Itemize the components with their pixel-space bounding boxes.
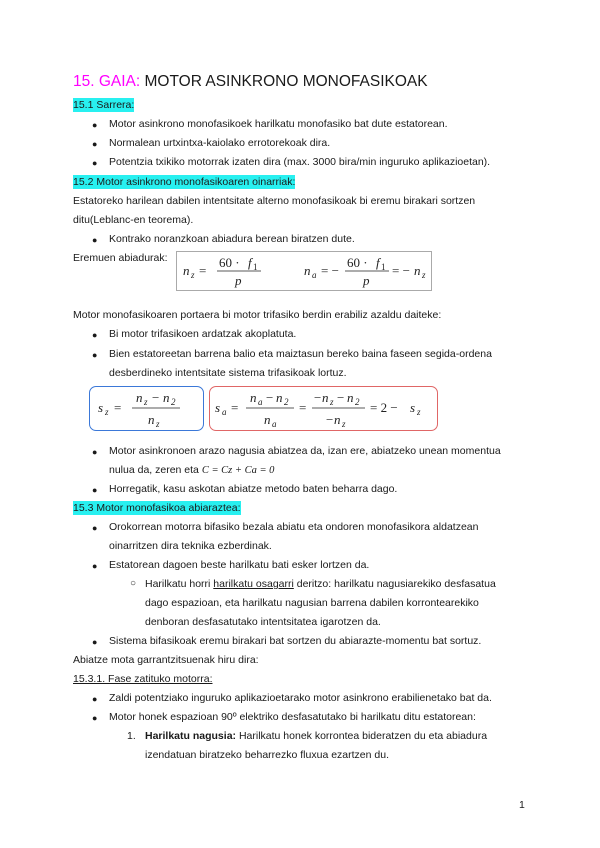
torque-equation: C = Cz + Ca = 0 [201, 465, 275, 476]
list-item: Sistema bifasikoak eremu birakari bat sortzen du abiarazte-momentu bat sortuz. [109, 635, 482, 647]
svg-text:=: = [231, 400, 239, 415]
continuation-text: nulua da, zeren eta [109, 464, 199, 476]
svg-text:2: 2 [171, 397, 176, 407]
svg-text:−: − [337, 390, 345, 405]
chapter-number: 15. GAIA: [73, 73, 141, 90]
bullet-icon: ● [92, 523, 98, 533]
paragraph-line: Abiatze mota garrantzitsuenak hiru dira: [73, 654, 259, 666]
list-item: Estatorean dagoen beste harilkatu bati esker lortzen da. [109, 559, 370, 571]
underlined-term: harilkatu osagarri [213, 578, 294, 590]
svg-text:n: n [148, 412, 155, 427]
svg-text:z: z [156, 419, 160, 429]
list-item-continuation: oinarritzen dira teknika ezberdinak. [109, 540, 272, 552]
svg-text:−: − [266, 390, 274, 405]
bullet-icon: ● [92, 561, 98, 571]
speed-formula-image [177, 252, 431, 290]
svg-text:−: − [152, 390, 160, 405]
bullet-icon: ● [92, 447, 98, 457]
svg-text:z: z [417, 407, 421, 417]
paragraph-line: Estatoreko harilean dabilen intentsitate alterno monofasikoak bi eremu birakari sortzen [73, 195, 476, 207]
page-title [73, 72, 428, 92]
list-item: Orokorrean motorra bifasiko bezala abiatu eta ondoren monofasikora aldatzean [109, 521, 479, 533]
slip-formula-box-s [89, 386, 204, 431]
svg-text:n: n [334, 412, 341, 427]
svg-text:n: n [414, 263, 421, 278]
svg-text:n: n [322, 390, 329, 405]
list-item: Motor asinkrono monofasikoek harilkatu monofasiko bat dute estatorean. [109, 118, 448, 130]
svg-text:2: 2 [284, 397, 289, 407]
svg-text:1: 1 [253, 262, 258, 272]
list-item: Motor honek espazioan 90º elektriko desfasatutako bi harilkatu ditu estatorean: [109, 711, 476, 723]
list-item: Kontrako noranzkoan abiadura berean biratzen dute. [109, 233, 355, 245]
svg-text:=: = [299, 400, 307, 415]
bullet-icon: ● [92, 330, 98, 340]
sub-list-continuation: denboran desfasatutako intentsitatea igarotzen da. [145, 616, 381, 628]
svg-text:n: n [183, 263, 190, 278]
svg-text:= −: = − [321, 263, 339, 278]
svg-text:s: s [410, 400, 416, 415]
circle-bullet-icon: ○ [130, 578, 137, 589]
list-item-continuation [109, 463, 274, 478]
bullet-icon: ● [92, 485, 98, 495]
svg-text:n: n [276, 390, 283, 405]
svg-text:a: a [272, 419, 277, 429]
svg-text:=: = [199, 263, 207, 278]
slip-formula-s-image [90, 387, 203, 430]
bullet-icon: ● [92, 637, 98, 647]
svg-text:n: n [250, 390, 257, 405]
svg-text:s: s [215, 400, 221, 415]
svg-text:z: z [342, 419, 346, 429]
svg-text:z: z [422, 270, 426, 280]
svg-text:1: 1 [381, 262, 386, 272]
svg-text:n: n [264, 412, 271, 427]
list-item: Horregatik, kasu askotan abiatze metodo baten beharra dago. [109, 483, 398, 495]
bullet-icon: ● [92, 350, 98, 360]
svg-text:z: z [191, 270, 195, 280]
svg-text:60 ·: 60 · [219, 255, 240, 270]
svg-text:n: n [304, 263, 311, 278]
svg-text:p: p [235, 273, 242, 288]
subsection-heading: 15.3.1. Fase zatituko motorra: [73, 673, 213, 685]
numbered-item [145, 729, 487, 743]
slip-formula-a-image [210, 387, 437, 430]
speed-formula-box [176, 251, 432, 291]
slip-formula-box-a [209, 386, 438, 431]
list-item: Bien estatoreetan barrena balio eta maiztasun bereko baina faseen segida-ordena [109, 348, 492, 360]
svg-text:= 2 −: = 2 − [370, 400, 398, 415]
paragraph-line: ditu(Leblanc-en teorema). [73, 214, 194, 226]
svg-text:n: n [136, 390, 143, 405]
page-number: 1 [519, 799, 525, 811]
list-item: Motor asinkronoen arazo nagusia abiatzea da, izan ere, abiatzeko unean momentua [109, 445, 501, 457]
list-item-continuation: desberdineko intentsitate sistema trifasikoak lortuz. [109, 367, 347, 379]
sub-list-continuation: dago espazioan, eta harilkatu nagusian barrena dabilen korrontearekiko [145, 597, 479, 609]
numbered-item-text: Harilkatu honek korrontea bideratzen du eta abiadura [238, 730, 488, 742]
svg-text:z: z [105, 407, 109, 417]
svg-text:n: n [347, 390, 354, 405]
list-item: Zaldi potentziako inguruko aplikazioetarako motor asinkrono erabilienetako bat da. [109, 692, 492, 704]
numbered-item-term: Harilkatu nagusia: [145, 730, 237, 742]
svg-text:−: − [314, 390, 322, 405]
svg-text:s: s [98, 400, 104, 415]
sub-text: deritzo: harilkatu nagusiarekiko desfasatua [296, 578, 496, 590]
svg-text:p: p [363, 273, 370, 288]
sub-list-item [145, 577, 496, 591]
bullet-icon: ● [92, 713, 98, 723]
svg-text:a: a [312, 270, 317, 280]
svg-text:a: a [222, 407, 227, 417]
svg-text:f: f [376, 255, 380, 270]
bullet-icon: ● [92, 158, 98, 168]
svg-text:2: 2 [355, 397, 360, 407]
bullet-icon: ● [92, 694, 98, 704]
svg-text:z: z [144, 397, 148, 407]
list-item: Potentzia txikiko motorrak izaten dira (max. 3000 bira/min inguruko aplikazioetan). [109, 156, 491, 168]
svg-text:a: a [258, 397, 263, 407]
speeds-label: Eremuen abiadurak: [73, 252, 168, 264]
section-heading-15-1: 15.1 Sarrera: [73, 99, 135, 111]
paragraph-line: Motor monofasikoaren portaera bi motor trifasiko berdin erabiliz azaldu daiteke: [73, 309, 442, 321]
chapter-title: MOTOR ASINKRONO MONOFASIKOAK [144, 73, 428, 90]
numbered-item-continuation: izendatuan biratzeko beharrezko fluxua ezartzen du. [145, 749, 389, 761]
svg-text:−: − [326, 412, 334, 427]
svg-text:z: z [330, 397, 334, 407]
svg-text:n: n [163, 390, 170, 405]
svg-text:f: f [248, 255, 252, 270]
svg-text:60 ·: 60 · [347, 255, 368, 270]
svg-text:=: = [114, 400, 122, 415]
bullet-icon: ● [92, 120, 98, 130]
list-item: Bi motor trifasikoen ardatzak akoplatuta. [109, 328, 297, 340]
sub-text: Harilkatu horri [145, 578, 211, 590]
bullet-icon: ● [92, 139, 98, 149]
section-heading-15-3: 15.3 Motor monofasikoa abiaraztea: [73, 502, 241, 514]
numbered-marker: 1. [127, 730, 136, 742]
svg-text:= −: = − [392, 263, 410, 278]
list-item: Normalean urtxintxa-kaiolako errotorekoak dira. [109, 137, 331, 149]
bullet-icon: ● [92, 235, 98, 245]
section-heading-15-2: 15.2 Motor asinkrono monofasikoaren oinarriak: [73, 176, 296, 188]
